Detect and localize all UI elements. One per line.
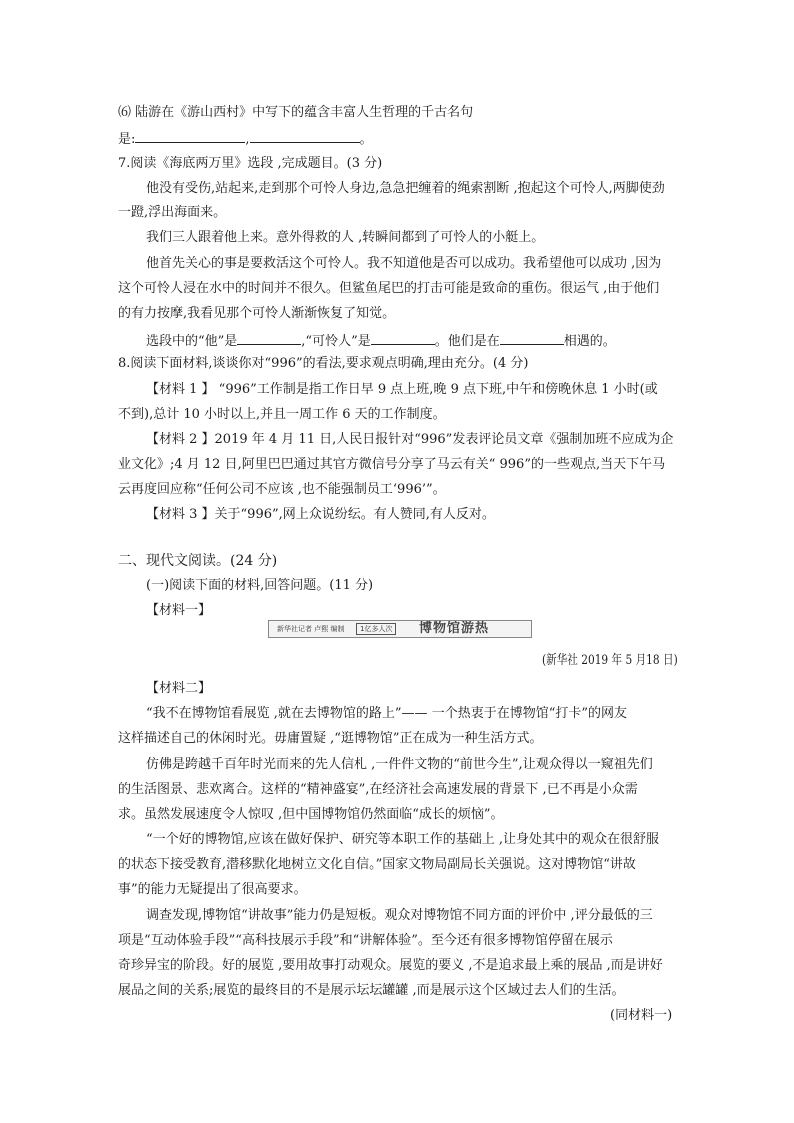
q7-blank-place[interactable]	[500, 330, 564, 345]
q6-answer-line	[118, 128, 373, 149]
q7-blank-label-b: ,“可怜人”是	[301, 334, 371, 349]
material-2-label: 【材料二】	[146, 681, 212, 696]
q7-title: 7.阅读《海底两万里》选段 ,完成题目。(3 分)	[118, 156, 383, 171]
article-line: 这样描述自己的休闲时光。毋庸置疑 ,“逛博物馆”正在成为一种生活方式。	[118, 731, 543, 746]
article-line: 项是“互动体验手段”“高科技展示手段”和“讲解体验”。至今还有很多博物馆停留在展示	[118, 933, 613, 948]
q8-title: 8.阅读下面材料,谈谈你对“996”的看法,要求观点明确,理由充分。(4 分)	[118, 356, 529, 371]
article-line: 调查发现,博物馆“讲故事”能力仍是短板。观众对博物馆不同方面的评价中 ,评分最低的三	[146, 908, 653, 923]
q8-material-line: 云再度回应称“任何公司不应该 ,也不能强制员工‘996’”。	[118, 482, 446, 497]
article-line: “我不在博物馆看展览 ,就在去博物馆的路上”—— 一个热衷于在博物馆“打卡”的网友	[146, 706, 627, 721]
q6-period: 。	[359, 132, 373, 147]
q7-passage-line: 他首先关心的事是要救活这个可怜人。我不知道他是否可以成功。我希望他可以成功 ,因为	[146, 256, 662, 271]
q7-blank-label-d: 相遇的。	[563, 334, 616, 349]
infographic-banner	[268, 620, 532, 638]
banner-badge: 1亿多人次	[356, 623, 396, 635]
q8-material-line: 不到),总计 10 小时以上,并且一周工作 6 天的工作制度。	[118, 407, 446, 422]
q6-text: ⑹ 陆游在《游山西村》中写下的蕴含丰富人生哲理的千古名句	[118, 105, 474, 120]
q6-comma: ,	[245, 132, 250, 147]
section-2-subtitle: (一)阅读下面的材料,回答问题。(11 分)	[146, 578, 374, 593]
q6-blank-1[interactable]	[135, 128, 245, 143]
banner-headline: 博物馆游热	[419, 621, 490, 636]
material-2-source: (同材料一)	[610, 1008, 673, 1023]
article-line: 奇珍异宝的阶段。好的展览 ,要用故事打动观众。展览的要义 ,不是追求最上乘的展品 ,而是讲好	[118, 958, 663, 973]
article-line: 仿佛是跨越千百年时光而来的先人信札 ,一件件文物的“前世今生”,让观众得以一窥祖先们	[146, 757, 653, 772]
q7-blank-person[interactable]	[371, 330, 435, 345]
q7-passage-line: 我们三人跟着他上来。意外得救的人 ,转瞬间都到了可怜人的小艇上。	[146, 230, 545, 245]
q8-material-line: 【材料 3 】关于“996”,网上众说纷纭。有人赞同,有人反对。	[146, 507, 495, 522]
q6-blank-2[interactable]	[250, 128, 360, 143]
article-line: 展品之间的关系;展览的最终目的不是展示坛坛罐罐 ,而是展示这个区域过去人们的生活。	[118, 983, 625, 998]
q8-material-line: 业文化》;4 月 12 日,阿里巴巴通过其官方微信号分享了马云有关“ 996”的一些观点,当天下午马	[118, 457, 666, 472]
article-line: “一个好的博物馆,应该在做好保护、研究等本职工作的基础上 ,让身处其中的观众在很舒服	[146, 832, 660, 847]
q7-passage-line: 这个可怜人浸在水中的时间并不很久。但鲨鱼尾巴的打击可能是致命的重伤。很运气 ,由于他们	[118, 281, 660, 296]
article-line: 的生活图景、悲欢离合。这样的“精神盛宴”,在经济社会高速发展的背景下 ,已不再是小众需	[118, 782, 638, 797]
q7-passage-line: 他没有受伤,站起来,走到那个可怜人身边,急急把缠着的绳索割断 ,抱起这个可怜人,两脚使劲	[146, 181, 665, 196]
q8-material-line: 【材料 1 】 “996”工作制是指工作日早 9 点上班,晚 9 点下班,中午和傍晚休息 1 小时(或	[146, 382, 658, 397]
q6-answer-prefix: 是:	[118, 132, 136, 147]
section-2-title: 二、现代文阅读。(24 分)	[118, 553, 278, 569]
material-1-source: (新华社 2019 年 5 月18 日)	[542, 653, 678, 668]
q7-blank-label-a: 选段中的“他”是	[146, 334, 238, 349]
material-1-label: 【材料一】	[146, 603, 212, 618]
q7-passage-line: 的有力按摩,我看见那个可怜人渐渐恢复了知觉。	[118, 306, 396, 321]
article-line: 求。虽然发展速度令人惊叹 ,但中国博物馆仍然面临“成长的烦恼”。	[118, 807, 504, 822]
article-line: 事”的能力无疑提出了很高要求。	[118, 882, 307, 897]
banner-credit: 新华社记者 卢熙 编制	[277, 625, 345, 633]
q7-question-line	[146, 330, 616, 351]
q7-blank-label-c: 。他们是在	[434, 334, 500, 349]
article-line: 的状态下接受教育,潜移默化地树立文化自信。”国家文物局副局长关强说。这对博物馆“讲故	[118, 857, 636, 872]
q7-passage-line: 一蹬,浮出海面来。	[118, 205, 227, 220]
q8-material-line: 【材料 2 】2019 年 4 月 11 日,人民日报针对“996”发表评论员文章《强制加班不应成为企	[146, 432, 674, 447]
q7-blank-he[interactable]	[237, 330, 301, 345]
